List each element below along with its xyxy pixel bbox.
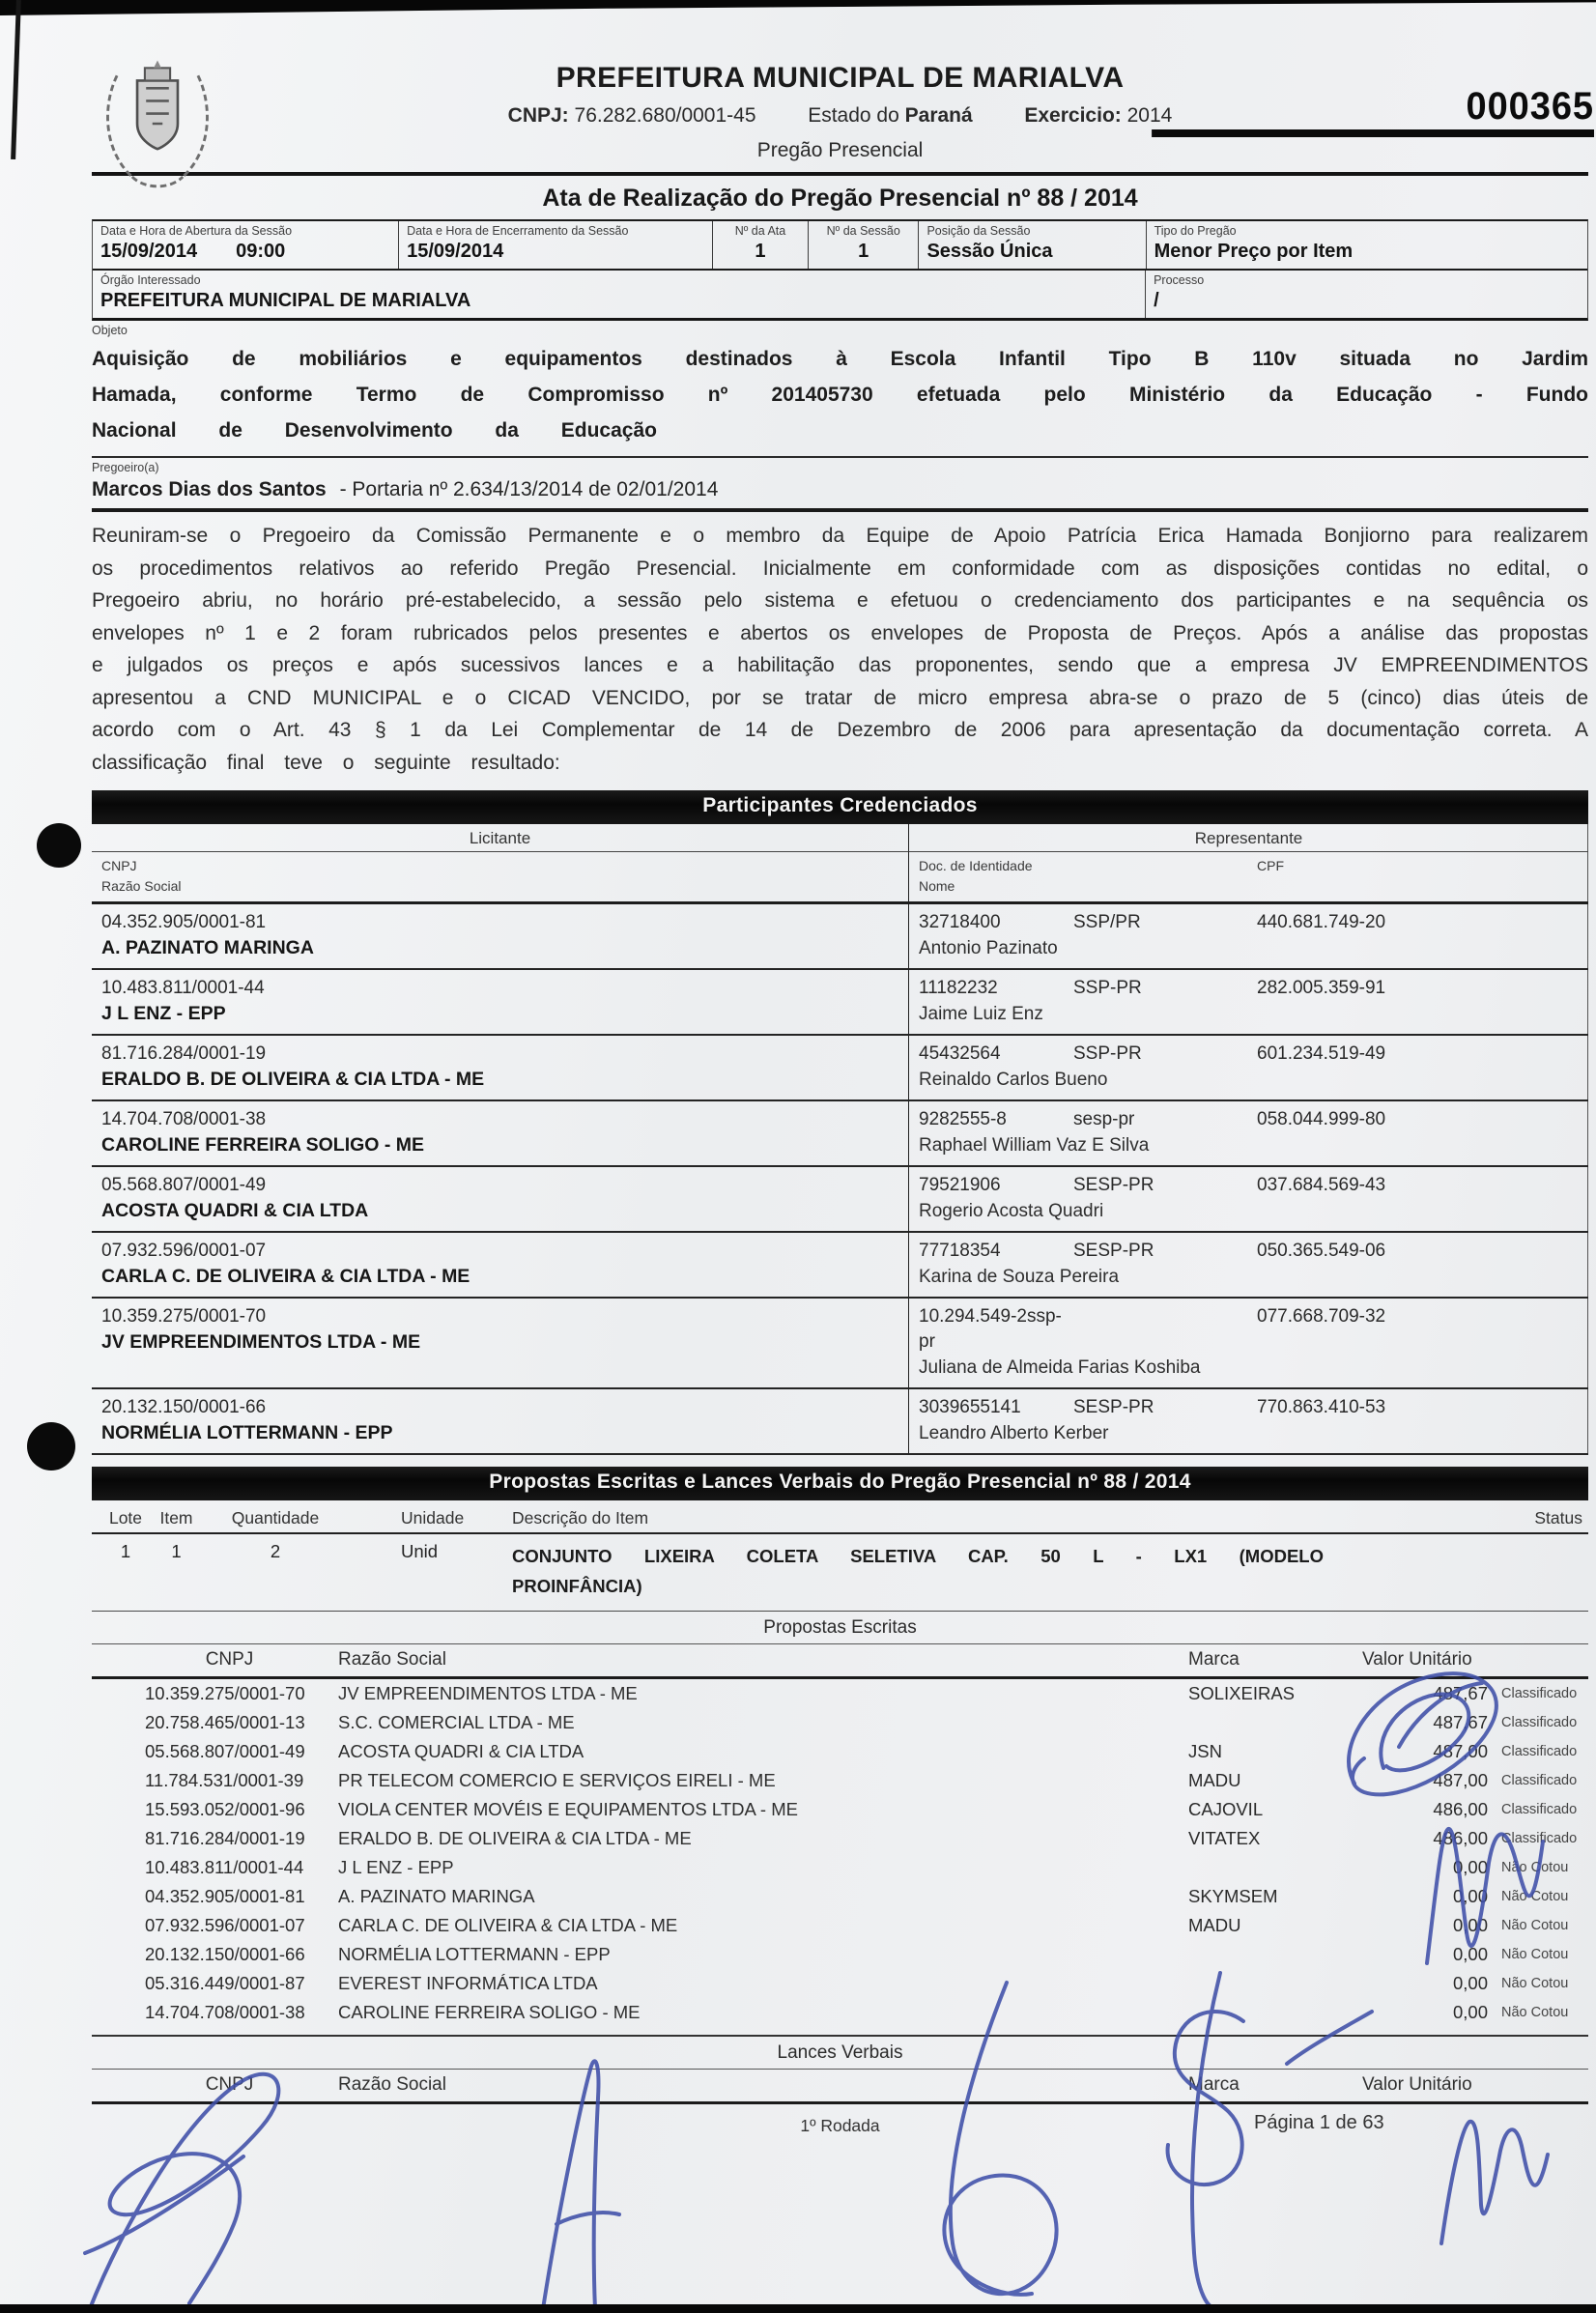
state-name: Paraná xyxy=(904,104,973,127)
proposal-company: ACOSTA QUADRI & CIA LTDA xyxy=(338,1741,584,1761)
participant-row xyxy=(92,1299,1587,1389)
exercise-value: 2014 xyxy=(1126,104,1173,127)
rep-name: Jaime Luiz Enz xyxy=(919,1004,1043,1024)
rep-name: Karina de Souza Pereira xyxy=(919,1267,1120,1287)
participant-row xyxy=(92,1167,1587,1233)
punch-hole xyxy=(27,1422,75,1471)
participant-company: J L ENZ - EPP xyxy=(101,1003,226,1024)
auctioneer-ordinance: - Portaria nº 2.634/13/2014 de 02/01/2014 xyxy=(339,478,719,500)
proposals-section-bar: Propostas Escritas e Lances Verbais do Pregão Presencial nº 88 / 2014 xyxy=(92,1467,1588,1500)
rep-name: Antonio Pazinato xyxy=(919,938,1058,958)
proposal-unit-price: 0,00 xyxy=(1452,2002,1488,2022)
licitante-subheader: CNPJ Razão Social xyxy=(92,852,909,904)
proposal-status: Não Cotou xyxy=(1501,1947,1569,1962)
cnpj-value: 76.282.680/0001-45 xyxy=(574,104,756,127)
participant-row xyxy=(92,1101,1587,1167)
scan-edge-artifact-left xyxy=(11,0,21,159)
session-number-cell: Nº da Sessão 1 xyxy=(809,221,919,269)
proposal-row xyxy=(92,1795,1588,1824)
proposal-row xyxy=(92,1911,1588,1940)
document-title: Ata de Realização do Pregão Presencial nº 88 / 2014 xyxy=(542,185,1138,212)
proposal-cnpj: 05.568.807/0001-49 xyxy=(145,1741,305,1761)
minutes-body-text: Reuniram-se o Pregoeiro da Comissão Permanente e o membro da Equipe de Apoio Patrícia Erica Hamada Bonjiorno para realizarem os procedimentos relativos ao referido Pregão Presencial. Inicialmente em conformidade com as disposições contidas no edital, o Pregoeiro abriu, no horário pré-estabelecido, a sessão pelo sistema e efetuou o credenciamento dos participantes e na sequência os envelopes nº 1 e 2 foram rubricados pelos presentes e abertos os envelopes de Proposta de Preços. Após a análise das propostas e julgados os preços e após sucessivos lances e a habilitação das proponentes, sendo que a empresa JV EMPREENDIMENTOS apresentou a CND MUNICIPAL e o CICAD VENCIDO, por se tratar de micro empresa abra-se o prazo de 5 (cinco) dias úteis de acordo com o Art. 43 § 1 da Lei Complementar de 14 de Dezembro de 2006 para apresentação da documentação correta. A classificação final teve o seguinte resultado: xyxy=(92,525,1588,774)
participant-row xyxy=(92,1036,1587,1101)
participant-cnpj: 20.132.150/0001-66 xyxy=(101,1397,267,1417)
session-position-cell: Posição da Sessão Sessão Única xyxy=(919,221,1146,269)
item-header-row: Lote Item Quantidade Unidade Descrição do Item Status xyxy=(92,1502,1588,1534)
proposal-status: Não Cotou xyxy=(1501,1889,1569,1904)
proposal-row xyxy=(92,1969,1588,1998)
rep-issuer: SESP-PR xyxy=(1073,1241,1154,1261)
proposal-company: PR TELECOM COMERCIO E SERVIÇOS EIRELI - ME xyxy=(338,1770,776,1790)
proposal-unit-price: 0,00 xyxy=(1452,1944,1488,1964)
participants-rows xyxy=(92,904,1587,1455)
round-label: 1º Rodada xyxy=(800,2116,880,2135)
proposal-brand: MADU xyxy=(1188,1770,1241,1790)
proposal-unit-price: 0,00 xyxy=(1452,1973,1488,1993)
rep-issuer: SSP/PR xyxy=(1073,912,1141,932)
proposal-row xyxy=(92,1708,1588,1737)
proposal-company: A. PAZINATO MARINGA xyxy=(338,1886,535,1906)
proposal-row xyxy=(92,1824,1588,1853)
proposal-cnpj: 20.132.150/0001-66 xyxy=(145,1944,305,1964)
modality-subtitle: Pregão Presencial xyxy=(756,139,924,161)
item-row xyxy=(92,1534,1588,1612)
rep-cpf: 077.668.709-32 xyxy=(1257,1306,1386,1327)
header-divider xyxy=(92,172,1588,176)
item-number: 1 xyxy=(171,1541,182,1561)
proposal-row xyxy=(92,1998,1588,2027)
proposal-status: Não Cotou xyxy=(1501,1860,1569,1875)
participant-row xyxy=(92,1389,1587,1455)
rep-name: Rogerio Acosta Quadri xyxy=(919,1201,1104,1221)
participant-cnpj: 10.483.811/0001-44 xyxy=(101,978,265,998)
col-representante: Representante xyxy=(909,824,1588,852)
participant-company: A. PAZINATO MARINGA xyxy=(101,937,314,958)
rep-cpf: 601.234.519-49 xyxy=(1257,1043,1386,1064)
object-section xyxy=(92,321,1588,458)
proposal-status: Classificado xyxy=(1501,1831,1578,1846)
participant-cnpj: 05.568.807/0001-49 xyxy=(101,1175,267,1195)
rep-issuer: SESP-PR xyxy=(1073,1397,1154,1417)
proposal-unit-price: 486,00 xyxy=(1433,1799,1488,1819)
proposal-unit-price: 0,00 xyxy=(1452,1915,1488,1935)
rep-doc: 32718400 xyxy=(919,912,1001,932)
rep-doc: 45432564 xyxy=(919,1043,1001,1064)
proposal-unit-price: 486,00 xyxy=(1433,1828,1488,1848)
proposal-row xyxy=(92,1679,1588,1708)
proposal-company: J L ENZ - EPP xyxy=(338,1857,454,1877)
rep-issuer: SESP-PR xyxy=(1073,1175,1154,1195)
auctioneer-label: Pregoeiro(a) xyxy=(92,461,159,474)
proposal-company: NORMÉLIA LOTTERMANN - EPP xyxy=(338,1944,611,1964)
rep-name: Raphael William Vaz E Silva xyxy=(919,1135,1150,1156)
proposal-unit-price: 487,67 xyxy=(1433,1683,1488,1703)
proposal-brand xyxy=(1188,1853,1362,1882)
written-proposals-header: CNPJ Razão Social Marca Valor Unitário xyxy=(92,1644,1588,1679)
proposal-brand: SOLIXEIRAS xyxy=(1188,1683,1296,1703)
proposal-unit-price: 487,00 xyxy=(1433,1741,1488,1761)
rep-doc: 3039655141 xyxy=(919,1397,1021,1417)
rep-cpf: 440.681.749-20 xyxy=(1257,912,1386,932)
participant-company: CARLA C. DE OLIVEIRA & CIA LTDA - ME xyxy=(101,1266,470,1287)
rep-name: Reinaldo Carlos Bueno xyxy=(919,1070,1108,1090)
participant-cnpj: 07.932.596/0001-07 xyxy=(101,1241,267,1261)
participant-row xyxy=(92,1233,1587,1299)
proposal-status: Classificado xyxy=(1501,1744,1578,1759)
proposal-cnpj: 04.352.905/0001-81 xyxy=(145,1886,305,1906)
item-lote: 1 xyxy=(120,1541,131,1561)
auction-type-cell: Tipo do Pregão Menor Preço por Item xyxy=(1154,224,1354,262)
participant-cnpj: 04.352.905/0001-81 xyxy=(101,912,267,932)
participant-company: JV EMPREENDIMENTOS LTDA - ME xyxy=(101,1331,421,1353)
proposal-company: EVEREST INFORMÁTICA LTDA xyxy=(338,1973,598,1993)
rep-issuer xyxy=(1073,1304,1257,1355)
proposal-status: Classificado xyxy=(1501,1686,1578,1701)
rep-issuer: SSP-PR xyxy=(1073,978,1142,998)
participant-company: CAROLINE FERREIRA SOLIGO - ME xyxy=(101,1134,425,1156)
proposal-brand: CAJOVIL xyxy=(1188,1799,1264,1819)
object-text: Aquisição de mobiliários e equipamentos destinados à Escola Infantil Tipo B 110v situada no Jardim Hamada, conforme Termo de Compromisso nº 201405730 efetuada pelo Ministério da Educação - Fundo Nacional de Desenvolvimento da Educação xyxy=(92,348,1588,442)
rep-issuer: sesp-pr xyxy=(1073,1109,1135,1129)
scan-edge-artifact-top xyxy=(0,0,1596,15)
proposal-unit-price: 0,00 xyxy=(1452,1886,1488,1906)
state-prefix: Estado do xyxy=(808,104,899,127)
proposal-cnpj: 20.758.465/0001-13 xyxy=(145,1712,305,1732)
cnpj-label: CNPJ: xyxy=(507,104,569,127)
entity-name: PREFEITURA MUNICIPAL DE MARIALVA xyxy=(556,62,1125,94)
proposal-row xyxy=(92,1766,1588,1795)
entity-details-line xyxy=(92,104,1588,128)
page-stamp-number: 000365 xyxy=(1152,85,1594,137)
proposal-status: Não Cotou xyxy=(1501,1976,1569,1991)
auctioneer-name: Marcos Dias dos Santos xyxy=(92,478,327,500)
written-proposals-rows xyxy=(92,1679,1588,2027)
coat-of-arms-logo xyxy=(94,50,221,197)
participants-section-bar: Participantes Credenciados xyxy=(92,790,1588,824)
proposal-company: CAROLINE FERREIRA SOLIGO - ME xyxy=(338,2002,641,2022)
participants-table xyxy=(92,824,1588,1455)
interested-org-cell: Órgão Interessado PREFEITURA MUNICIPAL DE MARIALVA xyxy=(100,273,471,311)
verbal-bids-header: CNPJ Razão Social Marca Valor Unitário xyxy=(92,2070,1588,2104)
col-licitante: Licitante xyxy=(92,824,909,852)
participant-cnpj: 14.704.708/0001-38 xyxy=(101,1109,267,1129)
proposal-company: VIOLA CENTER MOVÉIS E EQUIPAMENTOS LTDA - ME xyxy=(338,1799,798,1819)
proposal-cnpj: 10.359.275/0001-70 xyxy=(145,1683,305,1703)
proposal-cnpj: 10.483.811/0001-44 xyxy=(145,1857,304,1877)
item-description: CONJUNTO LIXEIRA COLETA SELETIVA CAP. 50 L - LX1 (MODELO PROINFÂNCIA) xyxy=(512,1546,1324,1596)
proposal-row xyxy=(92,1940,1588,1969)
proposal-cnpj: 15.593.052/0001-96 xyxy=(145,1799,305,1819)
scan-edge-artifact-bottom xyxy=(0,2304,1596,2313)
proposal-unit-price: 487,67 xyxy=(1433,1712,1488,1732)
proposal-brand xyxy=(1188,1708,1362,1737)
proposal-brand xyxy=(1188,1969,1362,1998)
document-header xyxy=(92,50,1588,162)
proposal-status: Classificado xyxy=(1501,1773,1578,1788)
proposal-brand: SKYMSEM xyxy=(1188,1886,1278,1906)
proposal-company: CARLA C. DE OLIVEIRA & CIA LTDA - ME xyxy=(338,1915,678,1935)
proposal-unit-price: 487,00 xyxy=(1433,1770,1488,1790)
session-info-table xyxy=(92,219,1588,321)
proposal-row xyxy=(92,1737,1588,1766)
participant-row xyxy=(92,970,1587,1036)
session-close-cell: Data e Hora de Encerramento da Sessão 15/09/2014 xyxy=(399,221,713,269)
page-number-label: Página 1 de 63 xyxy=(1254,2112,1384,2133)
proposal-row xyxy=(92,1882,1588,1911)
representante-subheader: Doc. de Identidade CPF Nome xyxy=(909,852,1588,904)
item-unit: Unid xyxy=(401,1541,439,1561)
verbal-bids-title: Lances Verbais xyxy=(92,2037,1588,2070)
proposal-brand: JSN xyxy=(1188,1741,1222,1761)
proposal-brand xyxy=(1188,1998,1362,2027)
proposal-cnpj: 11.784.531/0001-39 xyxy=(145,1770,304,1790)
punch-hole xyxy=(37,823,81,868)
proposal-brand: MADU xyxy=(1188,1915,1241,1935)
rep-cpf: 037.684.569-43 xyxy=(1257,1175,1386,1195)
rep-name: Juliana de Almeida Farias Koshiba xyxy=(919,1357,1201,1378)
rep-cpf: 058.044.999-80 xyxy=(1257,1109,1386,1129)
proposal-company: S.C. COMERCIAL LTDA - ME xyxy=(338,1712,575,1732)
proposal-brand: VITATEX xyxy=(1188,1828,1261,1848)
participant-company: ACOSTA QUADRI & CIA LTDA xyxy=(101,1200,369,1221)
participant-company: NORMÉLIA LOTTERMANN - EPP xyxy=(101,1422,393,1443)
proposal-company: ERALDO B. DE OLIVEIRA & CIA LTDA - ME xyxy=(338,1828,692,1848)
rep-cpf: 282.005.359-91 xyxy=(1257,978,1386,998)
proposal-status: Classificado xyxy=(1501,1715,1578,1730)
proposal-cnpj: 81.716.284/0001-19 xyxy=(145,1828,305,1848)
proposal-status: Classificado xyxy=(1501,1802,1578,1817)
participant-company: ERALDO B. DE OLIVEIRA & CIA LTDA - ME xyxy=(101,1069,485,1090)
proposal-unit-price: 0,00 xyxy=(1452,1857,1488,1877)
process-cell: Processo / xyxy=(1145,271,1587,318)
proposal-cnpj: 05.316.449/0001-87 xyxy=(145,1973,305,1993)
rep-cpf: 050.365.549-06 xyxy=(1257,1241,1386,1261)
proposal-company: JV EMPREENDIMENTOS LTDA - ME xyxy=(338,1683,638,1703)
proposal-status: Não Cotou xyxy=(1501,2005,1569,2020)
exercise-label: Exercicio: xyxy=(1024,104,1122,127)
object-label: Objeto xyxy=(92,324,128,337)
proposal-row xyxy=(92,1853,1588,1882)
rep-issuer: SSP-PR xyxy=(1073,1043,1142,1064)
written-proposals-title: Propostas Escritas xyxy=(92,1612,1588,1644)
item-quantity: 2 xyxy=(270,1541,281,1561)
session-open-cell: Data e Hora de Abertura da Sessão 15/09/2014 09:00 xyxy=(93,221,399,269)
ata-number-cell: Nº da Ata 1 xyxy=(713,221,809,269)
proposal-brand xyxy=(1188,1940,1362,1969)
rep-doc: 10.294.549-2ssp-pr xyxy=(919,1306,1062,1352)
proposal-cnpj: 07.932.596/0001-07 xyxy=(145,1915,305,1935)
rep-doc: 11182232 xyxy=(919,978,998,998)
rep-doc: 9282555-8 xyxy=(919,1109,1007,1129)
auctioneer-section xyxy=(92,458,1588,512)
proposal-cnpj: 14.704.708/0001-38 xyxy=(145,2002,305,2022)
proposal-status: Não Cotou xyxy=(1501,1918,1569,1933)
rep-doc: 77718354 xyxy=(919,1241,1001,1261)
participant-row xyxy=(92,904,1587,970)
participant-cnpj: 10.359.275/0001-70 xyxy=(101,1306,267,1327)
rep-doc: 79521906 xyxy=(919,1175,1001,1195)
rep-cpf: 770.863.410-53 xyxy=(1257,1397,1386,1417)
rep-name: Leandro Alberto Kerber xyxy=(919,1423,1109,1443)
participant-cnpj: 81.716.284/0001-19 xyxy=(101,1043,267,1064)
